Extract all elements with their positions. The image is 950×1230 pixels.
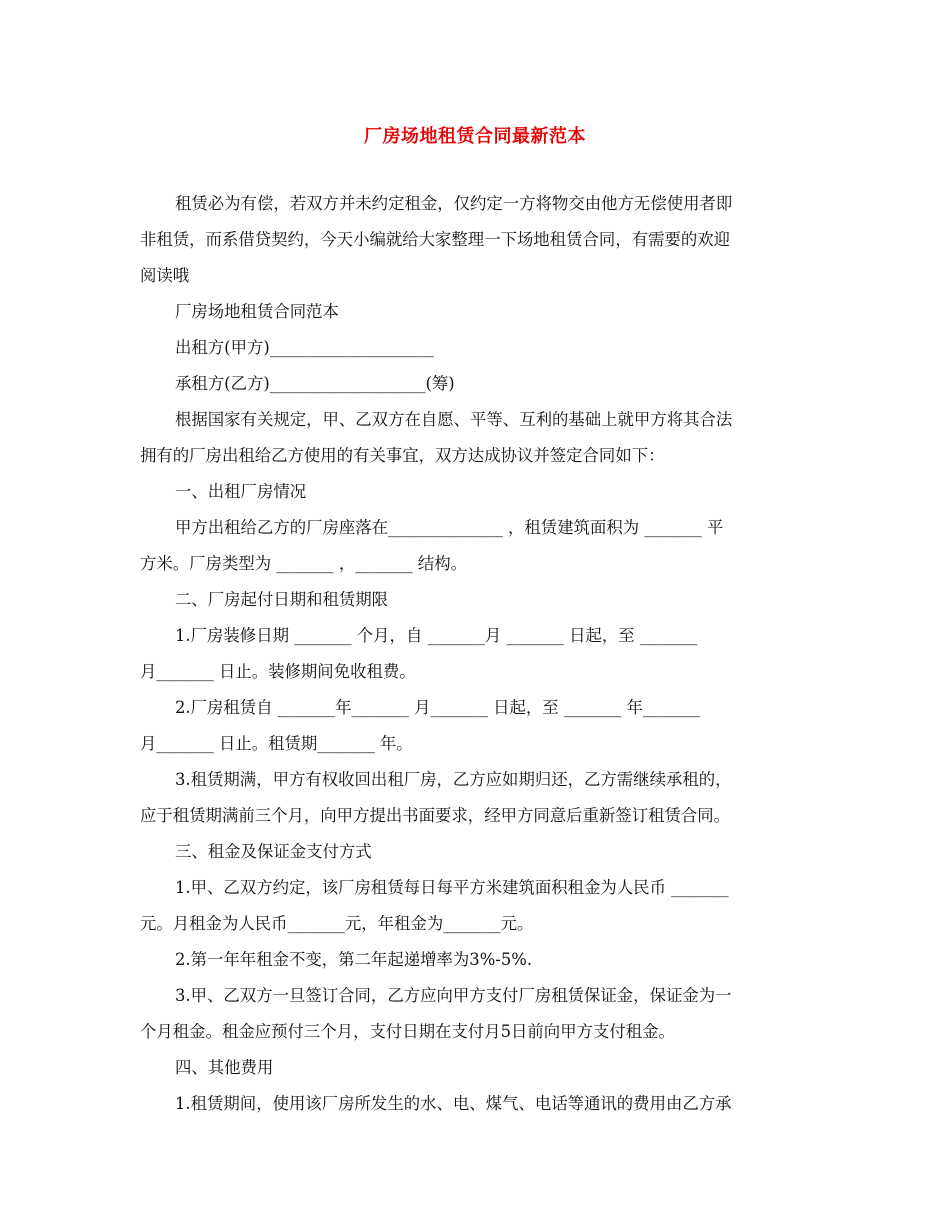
text-line: 一、出租厂房情况 [175, 482, 307, 501]
document-title: 厂房场地租赁合同最新范本 [364, 126, 586, 147]
text-line: 厂房场地租赁合同范本 [175, 302, 339, 321]
text-line: 承租方(乙方)___________________(筹) [175, 374, 455, 393]
text-line: 租赁必为有偿，若双方并未约定租金，仅约定一方将物交由他方无偿使用者即 [175, 194, 733, 213]
text-line: 方米。厂房类型为 _______ ，_______ 结构。 [140, 554, 468, 573]
text-line: 1.厂房装修日期 _______ 个月，自 _______月 _______ 日起，至 _______ [175, 626, 698, 645]
text-line: 月_______ 日止。租赁期_______ 年。 [140, 734, 413, 753]
text-line: 三、租金及保证金支付方式 [175, 842, 372, 861]
document-body [140, 186, 812, 1122]
text-line: 阅读哦 [140, 266, 190, 285]
text-line: 1.租赁期间，使用该厂房所发生的水、电、煤气、电话等通讯的费用由乙方承 [175, 1094, 732, 1113]
text-line: 2.第一年年租金不变，第二年起递增率为3%-5%. [175, 950, 533, 969]
text-line: 月_______ 日止。装修期间免收租费。 [140, 662, 416, 681]
text-line: 个月租金。租金应预付三个月，支付日期在支付月5日前向甲方支付租金。 [140, 1022, 675, 1041]
text-line: 二、厂房起付日期和租赁期限 [175, 590, 389, 609]
text-line: 拥有的厂房出租给乙方使用的有关事宜，双方达成协议并签定合同如下： [140, 446, 665, 465]
text-line: 元。月租金为人民币_______元，年租金为_______元。 [140, 914, 534, 933]
text-line: 甲方出租给乙方的厂房座落在______________ ，租赁建筑面积为 _______ 平 [175, 518, 724, 537]
text-line: 3.甲、乙双方一旦签订合同，乙方应向甲方支付厂房租赁保证金，保证金为一 [175, 986, 732, 1005]
text-line: 四、其他费用 [175, 1058, 274, 1077]
text-line: 应于租赁期满前三个月，向甲方提出书面要求，经甲方同意后重新签订租赁合同。 [140, 806, 731, 825]
text-line: 非租赁，而系借贷契约，今天小编就给大家整理一下场地租赁合同，有需要的欢迎 [140, 230, 731, 249]
text-line: 根据国家有关规定，甲、乙双方在自愿、平等、互利的基础上就甲方将其合法 [175, 410, 733, 429]
text-line: 3.租赁期满，甲方有权收回出租厂房，乙方应如期归还，乙方需继续承租的， [175, 770, 732, 789]
text-line: 1.甲、乙双方约定，该厂房租赁每日每平方米建筑面积租金为人民币 _______ [175, 878, 729, 897]
text-line: 出租方(甲方)____________________ [175, 338, 434, 357]
text-line: 2.厂房租赁自 _______年_______ 月_______ 日起，至 _______ 年_______ [175, 698, 701, 717]
